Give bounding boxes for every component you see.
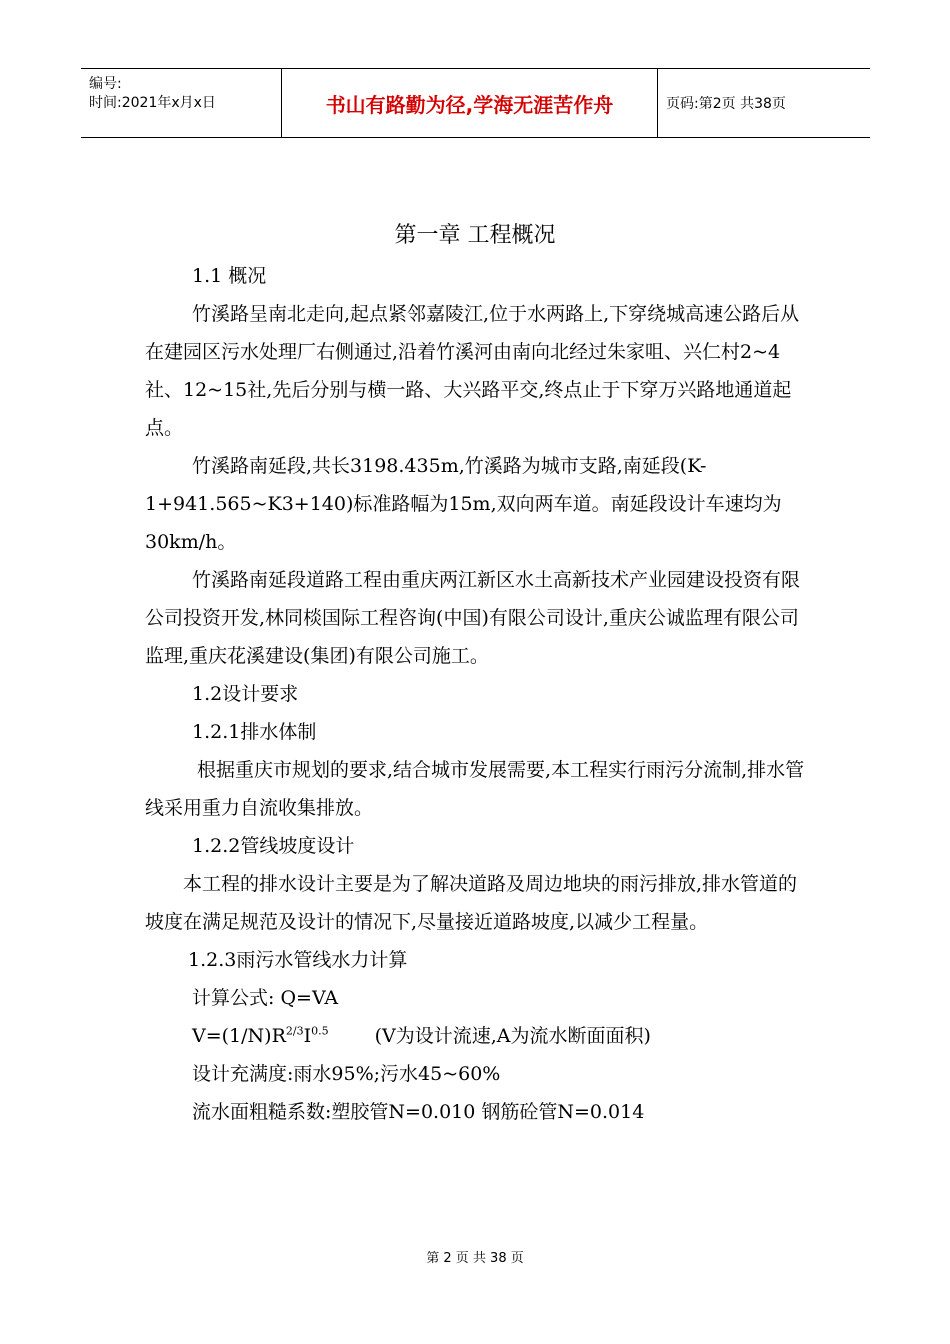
paragraph-parties: 竹溪路南延段道路工程由重庆两江新区水土高新技术产业园建设投资有限公司投资开发,林同棪国际工程咨询(中国)有限公司设计,重庆公诚监理有限公司监理,重庆花溪建设(集团)有限公司施工。: [145, 569, 801, 667]
formula-q: 计算公式: Q=VA: [192, 987, 339, 1009]
formula-v-exp1: 2/3: [285, 1024, 304, 1038]
roughness-coefficient: 流水面粗糙系数:塑胶管N=0.010 钢筋砼管N=0.014: [192, 1101, 645, 1123]
formula-v-mid: I: [303, 1025, 312, 1047]
header-motto: 书山有路勤为径,学海无涯苦作舟: [281, 69, 658, 137]
formula-v-base: V=(1/N)R: [192, 1025, 286, 1047]
paragraph-drainage-system: 根据重庆市规划的要求,结合城市发展需要,本工程实行雨污分流制,排水管线采用重力自流收集排放。: [145, 759, 805, 819]
paragraph-slope-design: 本工程的排水设计主要是为了解决道路及周边地块的雨污排放,排水管道的坡度在满足规范及设计的情况下,尽量接近道路坡度,以减少工程量。: [145, 873, 798, 933]
page-footer: 第 2 页 共 38 页: [426, 1251, 524, 1266]
paragraph-overview: 竹溪路呈南北走向,起点紧邻嘉陵江,位于水两路上,下穿绕城高速公路后从在建园区污水处理厂右侧通过,沿着竹溪河由南向北经过朱家咀、兴仁村2~4社、12~15社,先后分别与横一路、大兴路平交,终点止于下穿万兴路地通道起点。: [145, 303, 800, 439]
header-left: [89, 75, 216, 113]
page-header: [81, 68, 870, 138]
header-page-info: 页码:第2页 共38页: [666, 96, 786, 112]
chapter-title: 第一章 工程概况: [394, 223, 556, 248]
formula-v-note: (V为设计流速,A为流水断面面积): [374, 1025, 651, 1047]
document-body: [145, 257, 815, 1131]
section-heading-1-2-2: 1.2.2管线坡度设计: [192, 835, 355, 857]
section-heading-1-2-1: 1.2.1排水体制: [192, 721, 317, 743]
fill-ratio: 设计充满度:雨水95%;污水45~60%: [192, 1063, 501, 1085]
section-heading-1-2: 1.2设计要求: [192, 683, 299, 705]
formula-v: [145, 1017, 815, 1055]
number-label: 编号:: [89, 76, 122, 92]
paragraph-length: 竹溪路南延段,共长3198.435m,竹溪路为城市支路,南延段(K-1+941.565~K3+140)标准路幅为15m,双向两车道。南延段设计车速均为30km/h。: [145, 455, 782, 553]
section-heading-1-2-3: 1.2.3雨污水管线水力计算: [188, 949, 408, 971]
section-heading-1-1: 1.1 概况: [192, 265, 267, 287]
formula-v-exp2: 0.5: [311, 1024, 329, 1038]
time-label: 时间:2021年x月x日: [89, 95, 216, 111]
